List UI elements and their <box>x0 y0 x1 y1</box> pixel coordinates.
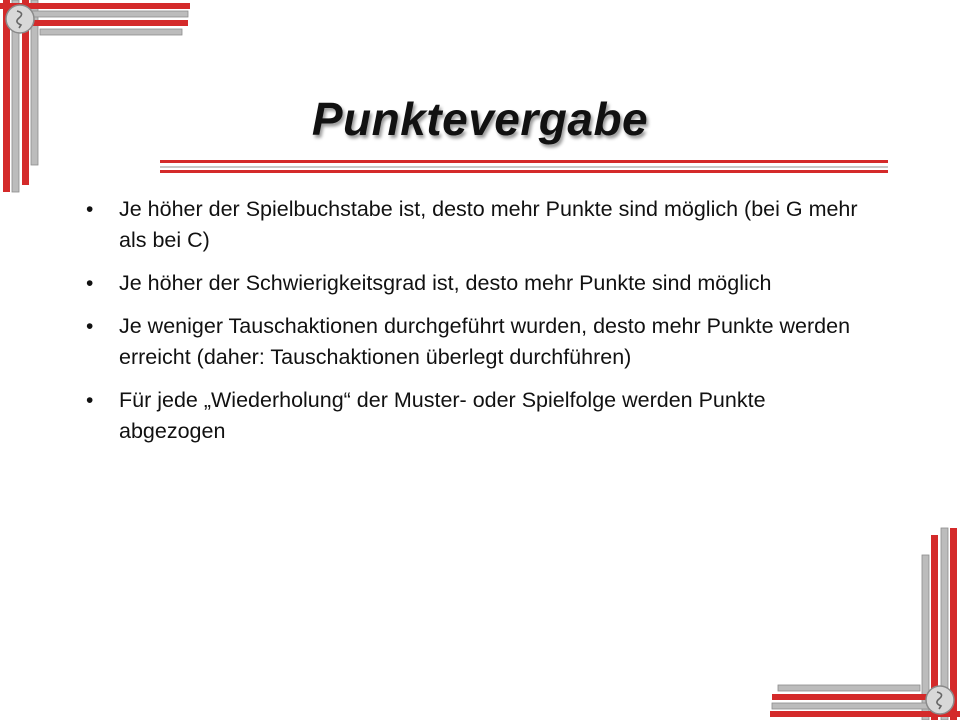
title-underline-middle <box>160 166 888 168</box>
bullet-text: Je höher der Schwierigkeitsgrad ist, desto mehr Punkte sind möglich <box>119 271 772 295</box>
bullet-marker: • <box>86 272 94 295</box>
slide-title: Punktevergabe <box>311 93 649 145</box>
title-underline-bottom <box>160 170 888 173</box>
bullet-text: Je höher der Spielbuchstabe ist, desto mehr Punkte sind möglich (bei G mehr als bei C) <box>119 197 858 252</box>
title-underline-top <box>160 160 888 163</box>
bullet-text: Für jede „Wiederholung“ der Muster- oder Spielfolge werden Punkte abgezogen <box>119 388 766 443</box>
bullet-marker: • <box>86 315 94 338</box>
bullet-text: Je weniger Tauschaktionen durchgeführt wurden, desto mehr Punkte werden erreicht (daher: Tauschaktionen überlegt durchführen) <box>119 314 851 369</box>
bullet-item <box>0 311 859 373</box>
top-left-emblem <box>6 5 34 33</box>
bullet-item <box>0 385 859 447</box>
bullet-item <box>0 194 859 256</box>
bullet-marker: • <box>86 198 94 221</box>
bullet-marker: • <box>86 389 94 412</box>
bullet-item <box>0 268 859 299</box>
bullet-list <box>0 194 960 459</box>
bottom-right-emblem <box>926 686 954 714</box>
